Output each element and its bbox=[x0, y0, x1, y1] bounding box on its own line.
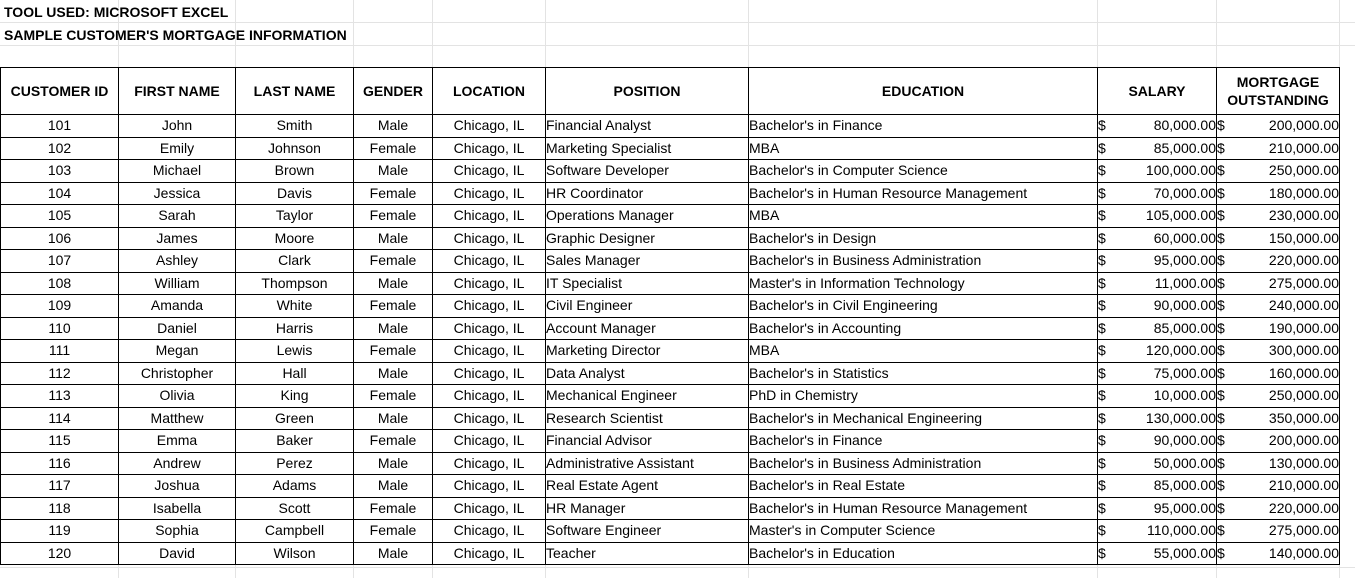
table-row bbox=[1, 362, 1340, 385]
cell-education[interactable]: Bachelor's in Computer Science bbox=[749, 160, 1098, 183]
salary-amount: 85,000.00 bbox=[1153, 477, 1216, 494]
cell-mortgage[interactable] bbox=[1217, 340, 1340, 363]
header-mortgage-outstanding[interactable] bbox=[1217, 68, 1340, 115]
cell-salary[interactable] bbox=[1098, 452, 1217, 475]
header-salary[interactable]: SALARY bbox=[1098, 68, 1217, 115]
table-row bbox=[1, 520, 1340, 543]
cell-gender[interactable]: Female bbox=[354, 340, 433, 363]
cell-customer-id[interactable]: 103 bbox=[1, 160, 119, 183]
cell-last-name[interactable]: Brown bbox=[236, 160, 354, 183]
salary-amount: 120,000.00 bbox=[1145, 342, 1216, 359]
cell-first-name[interactable]: Amanda bbox=[119, 295, 236, 318]
cell-location[interactable]: Chicago, IL bbox=[433, 452, 546, 475]
cell-mortgage[interactable] bbox=[1217, 542, 1340, 565]
currency-symbol: $ bbox=[1098, 252, 1106, 269]
currency-symbol: $ bbox=[1098, 229, 1106, 246]
cell-position[interactable]: Administrative Assistant bbox=[546, 452, 749, 475]
cell-first-name[interactable]: Ashley bbox=[119, 250, 236, 273]
cell-education[interactable]: Bachelor's in Real Estate bbox=[749, 475, 1098, 498]
header-gender[interactable]: GENDER bbox=[354, 68, 433, 115]
cell-education[interactable]: MBA bbox=[749, 340, 1098, 363]
cell-customer-id[interactable]: 111 bbox=[1, 340, 119, 363]
cell-customer-id[interactable]: 105 bbox=[1, 205, 119, 228]
mortgage-amount: 300,000.00 bbox=[1268, 342, 1339, 359]
cell-mortgage[interactable] bbox=[1217, 115, 1340, 138]
mortgage-amount: 230,000.00 bbox=[1268, 207, 1339, 224]
currency-symbol: $ bbox=[1098, 499, 1106, 516]
cell-location[interactable]: Chicago, IL bbox=[433, 385, 546, 408]
salary-amount: 60,000.00 bbox=[1153, 229, 1216, 246]
cell-education[interactable]: Master's in Information Technology bbox=[749, 272, 1098, 295]
cell-salary[interactable] bbox=[1098, 182, 1217, 205]
currency-symbol: $ bbox=[1098, 207, 1106, 224]
cell-last-name[interactable]: Moore bbox=[236, 227, 354, 250]
cell-last-name[interactable]: Lewis bbox=[236, 340, 354, 363]
cell-gender[interactable]: Female bbox=[354, 520, 433, 543]
cell-salary[interactable] bbox=[1098, 340, 1217, 363]
salary-amount: 110,000.00 bbox=[1146, 522, 1216, 539]
cell-last-name[interactable]: Perez bbox=[236, 452, 354, 475]
cell-position[interactable]: Software Engineer bbox=[546, 520, 749, 543]
cell-gender[interactable]: Female bbox=[354, 182, 433, 205]
cell-gender[interactable]: Male bbox=[354, 227, 433, 250]
cell-customer-id[interactable]: 101 bbox=[1, 115, 119, 138]
cell-last-name[interactable]: Clark bbox=[236, 250, 354, 273]
header-education[interactable]: EDUCATION bbox=[749, 68, 1098, 115]
cell-mortgage[interactable] bbox=[1217, 227, 1340, 250]
cell-mortgage[interactable] bbox=[1217, 452, 1340, 475]
cell-first-name[interactable]: Isabella bbox=[119, 497, 236, 520]
cell-education[interactable]: PhD in Chemistry bbox=[749, 385, 1098, 408]
table-row bbox=[1, 137, 1340, 160]
table-row bbox=[1, 475, 1340, 498]
cell-position[interactable]: Data Analyst bbox=[546, 362, 749, 385]
table-row bbox=[1, 227, 1340, 250]
salary-amount: 70,000.00 bbox=[1153, 184, 1216, 201]
cell-gender[interactable]: Male bbox=[354, 407, 433, 430]
cell-education[interactable]: Master's in Computer Science bbox=[749, 520, 1098, 543]
mortgage-amount: 220,000.00 bbox=[1268, 499, 1339, 516]
table-row bbox=[1, 160, 1340, 183]
cell-last-name[interactable]: Hall bbox=[236, 362, 354, 385]
cell-gender[interactable]: Female bbox=[354, 205, 433, 228]
cell-education[interactable]: Bachelor's in Design bbox=[749, 227, 1098, 250]
cell-customer-id[interactable]: 118 bbox=[1, 497, 119, 520]
cell-customer-id[interactable]: 115 bbox=[1, 430, 119, 453]
currency-symbol: $ bbox=[1098, 454, 1106, 471]
currency-symbol: $ bbox=[1098, 162, 1106, 179]
cell-position[interactable]: Teacher bbox=[546, 542, 749, 565]
cell-customer-id[interactable]: 113 bbox=[1, 385, 119, 408]
salary-amount: 80,000.00 bbox=[1153, 117, 1216, 134]
currency-symbol: $ bbox=[1098, 117, 1106, 134]
mortgage-amount: 150,000.00 bbox=[1268, 229, 1339, 246]
cell-first-name[interactable]: Andrew bbox=[119, 452, 236, 475]
cell-last-name[interactable]: Scott bbox=[236, 497, 354, 520]
cell-position[interactable]: Graphic Designer bbox=[546, 227, 749, 250]
cell-mortgage[interactable] bbox=[1217, 250, 1340, 273]
cell-mortgage[interactable] bbox=[1217, 160, 1340, 183]
currency-symbol: $ bbox=[1098, 319, 1106, 336]
cell-gender[interactable]: Female bbox=[354, 430, 433, 453]
cell-location[interactable]: Chicago, IL bbox=[433, 340, 546, 363]
cell-position[interactable]: Marketing Director bbox=[546, 340, 749, 363]
header-mortgage-line1: MORTGAGE bbox=[1236, 74, 1320, 90]
cell-position[interactable]: Civil Engineer bbox=[546, 295, 749, 318]
table-row bbox=[1, 452, 1340, 475]
cell-customer-id[interactable]: 120 bbox=[1, 542, 119, 565]
cell-first-name[interactable]: David bbox=[119, 542, 236, 565]
salary-amount: 11,000.00 bbox=[1154, 274, 1216, 291]
mortgage-amount: 250,000.00 bbox=[1268, 162, 1339, 179]
cell-location[interactable]: Chicago, IL bbox=[433, 475, 546, 498]
cell-position[interactable]: Account Manager bbox=[546, 317, 749, 340]
cell-salary[interactable] bbox=[1098, 227, 1217, 250]
cell-position[interactable]: Operations Manager bbox=[546, 205, 749, 228]
cell-first-name[interactable]: Sarah bbox=[119, 205, 236, 228]
cell-education[interactable]: MBA bbox=[749, 137, 1098, 160]
salary-amount: 85,000.00 bbox=[1153, 319, 1216, 336]
cell-location[interactable]: Chicago, IL bbox=[433, 295, 546, 318]
cell-education[interactable]: Bachelor's in Business Administration bbox=[749, 452, 1098, 475]
cell-first-name[interactable]: Christopher bbox=[119, 362, 236, 385]
header-customer-id[interactable]: CUSTOMER ID bbox=[1, 68, 119, 115]
header-row bbox=[1, 68, 1340, 115]
header-last-name[interactable]: LAST NAME bbox=[236, 68, 354, 115]
currency-symbol: $ bbox=[1098, 477, 1106, 494]
cell-first-name[interactable]: Matthew bbox=[119, 407, 236, 430]
cell-customer-id[interactable]: 102 bbox=[1, 137, 119, 160]
cell-education[interactable]: Bachelor's in Finance bbox=[749, 430, 1098, 453]
cell-last-name[interactable]: Johnson bbox=[236, 137, 354, 160]
currency-symbol: $ bbox=[1217, 139, 1225, 156]
cell-position[interactable]: Sales Manager bbox=[546, 250, 749, 273]
cell-customer-id[interactable]: 104 bbox=[1, 182, 119, 205]
sheet-title-info[interactable]: SAMPLE CUSTOMER'S MORTGAGE INFORMATION bbox=[4, 27, 347, 43]
cell-salary[interactable] bbox=[1098, 272, 1217, 295]
cell-salary[interactable] bbox=[1098, 115, 1217, 138]
header-location[interactable]: LOCATION bbox=[433, 68, 546, 115]
cell-last-name[interactable]: White bbox=[236, 295, 354, 318]
currency-symbol: $ bbox=[1217, 207, 1225, 224]
salary-amount: 105,000.00 bbox=[1145, 207, 1216, 224]
currency-symbol: $ bbox=[1098, 409, 1106, 426]
cell-last-name[interactable]: King bbox=[236, 385, 354, 408]
cell-customer-id[interactable]: 109 bbox=[1, 295, 119, 318]
currency-symbol: $ bbox=[1217, 499, 1225, 516]
currency-symbol: $ bbox=[1098, 342, 1106, 359]
header-first-name[interactable]: FIRST NAME bbox=[119, 68, 236, 115]
currency-symbol: $ bbox=[1217, 252, 1225, 269]
cell-gender[interactable]: Male bbox=[354, 542, 433, 565]
cell-location[interactable]: Chicago, IL bbox=[433, 520, 546, 543]
currency-symbol: $ bbox=[1217, 387, 1225, 404]
mortgage-amount: 190,000.00 bbox=[1268, 319, 1339, 336]
header-position[interactable]: POSITION bbox=[546, 68, 749, 115]
cell-salary[interactable] bbox=[1098, 317, 1217, 340]
cell-location[interactable]: Chicago, IL bbox=[433, 205, 546, 228]
cell-location[interactable]: Chicago, IL bbox=[433, 407, 546, 430]
cell-salary[interactable] bbox=[1098, 205, 1217, 228]
cell-location[interactable]: Chicago, IL bbox=[433, 137, 546, 160]
cell-mortgage[interactable] bbox=[1217, 137, 1340, 160]
cell-customer-id[interactable]: 114 bbox=[1, 407, 119, 430]
cell-location[interactable]: Chicago, IL bbox=[433, 272, 546, 295]
cell-education[interactable]: Bachelor's in Education bbox=[749, 542, 1098, 565]
cell-gender[interactable]: Male bbox=[354, 272, 433, 295]
cell-education[interactable]: Bachelor's in Civil Engineering bbox=[749, 295, 1098, 318]
salary-amount: 95,000.00 bbox=[1153, 252, 1216, 269]
currency-symbol: $ bbox=[1217, 319, 1225, 336]
gridline bbox=[0, 567, 1355, 568]
cell-position[interactable]: Research Scientist bbox=[546, 407, 749, 430]
cell-gender[interactable]: Female bbox=[354, 295, 433, 318]
cell-last-name[interactable]: Taylor bbox=[236, 205, 354, 228]
cell-mortgage[interactable] bbox=[1217, 362, 1340, 385]
cell-mortgage[interactable] bbox=[1217, 182, 1340, 205]
cell-first-name[interactable]: Jessica bbox=[119, 182, 236, 205]
table-row bbox=[1, 272, 1340, 295]
currency-symbol: $ bbox=[1217, 432, 1225, 449]
cell-education[interactable]: Bachelor's in Business Administration bbox=[749, 250, 1098, 273]
cell-location[interactable]: Chicago, IL bbox=[433, 542, 546, 565]
mortgage-amount: 160,000.00 bbox=[1268, 364, 1339, 381]
mortgage-amount: 275,000.00 bbox=[1268, 522, 1339, 539]
cell-salary[interactable] bbox=[1098, 497, 1217, 520]
cell-education[interactable]: Bachelor's in Human Resource Management bbox=[749, 182, 1098, 205]
currency-symbol: $ bbox=[1098, 364, 1106, 381]
table-row bbox=[1, 205, 1340, 228]
salary-amount: 50,000.00 bbox=[1153, 454, 1216, 471]
table-row bbox=[1, 340, 1340, 363]
cell-last-name[interactable]: Davis bbox=[236, 182, 354, 205]
cell-salary[interactable] bbox=[1098, 385, 1217, 408]
cell-location[interactable]: Chicago, IL bbox=[433, 430, 546, 453]
cell-mortgage[interactable] bbox=[1217, 407, 1340, 430]
cell-education[interactable]: Bachelor's in Accounting bbox=[749, 317, 1098, 340]
cell-salary[interactable] bbox=[1098, 475, 1217, 498]
table-body bbox=[1, 115, 1340, 565]
currency-symbol: $ bbox=[1098, 139, 1106, 156]
cell-gender[interactable]: Female bbox=[354, 497, 433, 520]
salary-amount: 90,000.00 bbox=[1153, 432, 1216, 449]
cell-location[interactable]: Chicago, IL bbox=[433, 362, 546, 385]
cell-customer-id[interactable]: 119 bbox=[1, 520, 119, 543]
mortgage-amount: 210,000.00 bbox=[1268, 139, 1339, 156]
cell-mortgage[interactable] bbox=[1217, 205, 1340, 228]
cell-position[interactable]: Real Estate Agent bbox=[546, 475, 749, 498]
cell-salary[interactable] bbox=[1098, 362, 1217, 385]
cell-location[interactable]: Chicago, IL bbox=[433, 250, 546, 273]
cell-mortgage[interactable] bbox=[1217, 430, 1340, 453]
cell-customer-id[interactable]: 112 bbox=[1, 362, 119, 385]
cell-mortgage[interactable] bbox=[1217, 475, 1340, 498]
salary-amount: 85,000.00 bbox=[1153, 139, 1216, 156]
table-row bbox=[1, 430, 1340, 453]
cell-education[interactable]: Bachelor's in Statistics bbox=[749, 362, 1098, 385]
table-row bbox=[1, 250, 1340, 273]
currency-symbol: $ bbox=[1098, 432, 1106, 449]
cell-salary[interactable] bbox=[1098, 520, 1217, 543]
table-row bbox=[1, 317, 1340, 340]
cell-education[interactable]: Bachelor's in Mechanical Engineering bbox=[749, 407, 1098, 430]
cell-gender[interactable]: Male bbox=[354, 317, 433, 340]
mortgage-amount: 200,000.00 bbox=[1268, 432, 1339, 449]
cell-last-name[interactable]: Green bbox=[236, 407, 354, 430]
cell-last-name[interactable]: Adams bbox=[236, 475, 354, 498]
cell-first-name[interactable]: Sophia bbox=[119, 520, 236, 543]
cell-first-name[interactable]: Megan bbox=[119, 340, 236, 363]
currency-symbol: $ bbox=[1217, 117, 1225, 134]
currency-symbol: $ bbox=[1098, 387, 1106, 404]
mortgage-amount: 200,000.00 bbox=[1268, 117, 1339, 134]
salary-amount: 100,000.00 bbox=[1145, 162, 1216, 179]
cell-position[interactable]: IT Specialist bbox=[546, 272, 749, 295]
currency-symbol: $ bbox=[1098, 184, 1106, 201]
cell-customer-id[interactable]: 117 bbox=[1, 475, 119, 498]
salary-amount: 130,000.00 bbox=[1145, 409, 1216, 426]
cell-salary[interactable] bbox=[1098, 430, 1217, 453]
cell-education[interactable]: Bachelor's in Human Resource Management bbox=[749, 497, 1098, 520]
cell-last-name[interactable]: Baker bbox=[236, 430, 354, 453]
cell-first-name[interactable]: Joshua bbox=[119, 475, 236, 498]
cell-salary[interactable] bbox=[1098, 137, 1217, 160]
cell-salary[interactable] bbox=[1098, 542, 1217, 565]
cell-location[interactable]: Chicago, IL bbox=[433, 497, 546, 520]
currency-symbol: $ bbox=[1098, 522, 1106, 539]
cell-location[interactable]: Chicago, IL bbox=[433, 115, 546, 138]
mortgage-amount: 275,000.00 bbox=[1268, 274, 1339, 291]
mortgage-amount: 140,000.00 bbox=[1268, 544, 1339, 561]
mortgage-amount: 240,000.00 bbox=[1268, 297, 1339, 314]
cell-gender[interactable]: Female bbox=[354, 137, 433, 160]
currency-symbol: $ bbox=[1217, 274, 1225, 291]
salary-amount: 75,000.00 bbox=[1153, 364, 1216, 381]
mortgage-amount: 350,000.00 bbox=[1268, 409, 1339, 426]
cell-first-name[interactable]: John bbox=[119, 115, 236, 138]
cell-position[interactable]: Software Developer bbox=[546, 160, 749, 183]
mortgage-amount: 220,000.00 bbox=[1268, 252, 1339, 269]
cell-gender[interactable]: Male bbox=[354, 115, 433, 138]
table-row bbox=[1, 542, 1340, 565]
currency-symbol: $ bbox=[1098, 544, 1106, 561]
mortgage-table bbox=[0, 67, 1340, 565]
cell-salary[interactable] bbox=[1098, 407, 1217, 430]
cell-first-name[interactable]: Michael bbox=[119, 160, 236, 183]
currency-symbol: $ bbox=[1098, 274, 1106, 291]
cell-customer-id[interactable]: 107 bbox=[1, 250, 119, 273]
currency-symbol: $ bbox=[1217, 162, 1225, 179]
table-row bbox=[1, 385, 1340, 408]
cell-gender[interactable]: Female bbox=[354, 250, 433, 273]
cell-mortgage[interactable] bbox=[1217, 272, 1340, 295]
cell-education[interactable]: Bachelor's in Finance bbox=[749, 115, 1098, 138]
cell-location[interactable]: Chicago, IL bbox=[433, 227, 546, 250]
cell-customer-id[interactable]: 116 bbox=[1, 452, 119, 475]
table-row bbox=[1, 407, 1340, 430]
cell-position[interactable]: Financial Analyst bbox=[546, 115, 749, 138]
cell-first-name[interactable]: James bbox=[119, 227, 236, 250]
cell-last-name[interactable]: Smith bbox=[236, 115, 354, 138]
cell-last-name[interactable]: Wilson bbox=[236, 542, 354, 565]
cell-gender[interactable]: Male bbox=[354, 475, 433, 498]
sheet-title-tool[interactable]: TOOL USED: MICROSOFT EXCEL bbox=[4, 4, 229, 20]
cell-salary[interactable] bbox=[1098, 295, 1217, 318]
currency-symbol: $ bbox=[1217, 522, 1225, 539]
cell-mortgage[interactable] bbox=[1217, 295, 1340, 318]
cell-mortgage[interactable] bbox=[1217, 317, 1340, 340]
table-row bbox=[1, 182, 1340, 205]
table-row bbox=[1, 295, 1340, 318]
currency-symbol: $ bbox=[1217, 297, 1225, 314]
currency-symbol: $ bbox=[1217, 454, 1225, 471]
mortgage-amount: 250,000.00 bbox=[1268, 387, 1339, 404]
cell-customer-id[interactable]: 108 bbox=[1, 272, 119, 295]
cell-location[interactable]: Chicago, IL bbox=[433, 160, 546, 183]
gridline bbox=[0, 22, 1355, 23]
salary-amount: 95,000.00 bbox=[1153, 499, 1216, 516]
cell-location[interactable]: Chicago, IL bbox=[433, 182, 546, 205]
cell-position[interactable]: HR Manager bbox=[546, 497, 749, 520]
cell-mortgage[interactable] bbox=[1217, 497, 1340, 520]
cell-gender[interactable]: Male bbox=[354, 452, 433, 475]
salary-amount: 90,000.00 bbox=[1153, 297, 1216, 314]
cell-last-name[interactable]: Campbell bbox=[236, 520, 354, 543]
currency-symbol: $ bbox=[1217, 409, 1225, 426]
cell-gender[interactable]: Male bbox=[354, 362, 433, 385]
mortgage-amount: 180,000.00 bbox=[1268, 184, 1339, 201]
cell-first-name[interactable]: Emily bbox=[119, 137, 236, 160]
cell-salary[interactable] bbox=[1098, 250, 1217, 273]
cell-last-name[interactable]: Harris bbox=[236, 317, 354, 340]
cell-last-name[interactable]: Thompson bbox=[236, 272, 354, 295]
cell-first-name[interactable]: Olivia bbox=[119, 385, 236, 408]
header-mortgage-line2: OUTSTANDING bbox=[1227, 92, 1329, 108]
cell-position[interactable]: HR Coordinator bbox=[546, 182, 749, 205]
cell-customer-id[interactable]: 110 bbox=[1, 317, 119, 340]
cell-first-name[interactable]: Emma bbox=[119, 430, 236, 453]
cell-gender[interactable]: Female bbox=[354, 385, 433, 408]
cell-first-name[interactable]: William bbox=[119, 272, 236, 295]
currency-symbol: $ bbox=[1217, 477, 1225, 494]
currency-symbol: $ bbox=[1217, 229, 1225, 246]
currency-symbol: $ bbox=[1217, 364, 1225, 381]
cell-salary[interactable] bbox=[1098, 160, 1217, 183]
cell-first-name[interactable]: Daniel bbox=[119, 317, 236, 340]
salary-amount: 10,000.00 bbox=[1153, 387, 1216, 404]
cell-position[interactable]: Marketing Specialist bbox=[546, 137, 749, 160]
cell-location[interactable]: Chicago, IL bbox=[433, 317, 546, 340]
cell-mortgage[interactable] bbox=[1217, 520, 1340, 543]
cell-education[interactable]: MBA bbox=[749, 205, 1098, 228]
cell-position[interactable]: Mechanical Engineer bbox=[546, 385, 749, 408]
currency-symbol: $ bbox=[1217, 184, 1225, 201]
mortgage-amount: 130,000.00 bbox=[1268, 454, 1339, 471]
salary-amount: 55,000.00 bbox=[1153, 544, 1216, 561]
table-row bbox=[1, 497, 1340, 520]
cell-position[interactable]: Financial Advisor bbox=[546, 430, 749, 453]
cell-mortgage[interactable] bbox=[1217, 385, 1340, 408]
currency-symbol: $ bbox=[1217, 544, 1225, 561]
currency-symbol: $ bbox=[1098, 297, 1106, 314]
currency-symbol: $ bbox=[1217, 342, 1225, 359]
cell-gender[interactable]: Male bbox=[354, 160, 433, 183]
cell-customer-id[interactable]: 106 bbox=[1, 227, 119, 250]
table-row bbox=[1, 115, 1340, 138]
mortgage-amount: 210,000.00 bbox=[1268, 477, 1339, 494]
gridline bbox=[0, 45, 1355, 46]
